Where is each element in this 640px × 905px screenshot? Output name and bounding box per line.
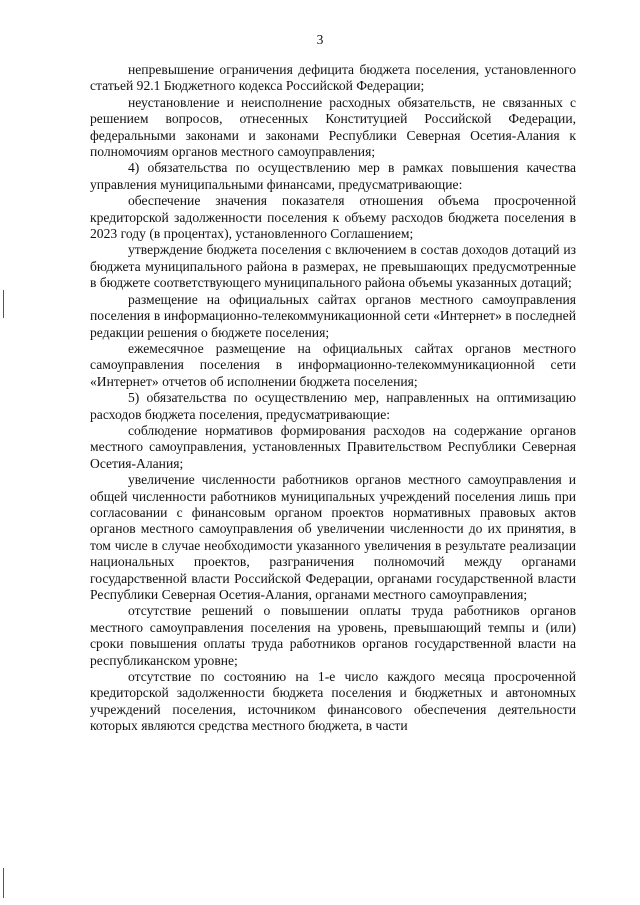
paragraph: увеличение численности работников органов местного самоуправления и общей численности работников муниципальных учреждений поселения лишь при согласовании с финансовым органом проектов нормативных правовых актов органов местного самоуправления об увеличении численности до их принятия, в том числе в случае необходимости указанного увеличения в результате реализации национальных проектов, разграничения полномочий между органами государственной власти Российской Федерации, органами государственной власти Республики Северная Осетия-Алания, органами местного самоуправления; xyxy=(90,472,576,602)
page-number: 3 xyxy=(316,32,324,47)
paragraph: неустановление и неисполнение расходных обязательств, не связанных с решением вопросов, отнесенных Конституцией Российской Федерации, федеральными законами и законами Республики Северная Осетия-Алания к полномочиям органов местного самоуправления; xyxy=(90,94,576,160)
paragraph: 5) обязательства по осуществлению мер, направленных на оптимизацию расходов бюджета поселения, предусматривающие: xyxy=(90,390,576,422)
paragraph: отсутствие решений о повышении оплаты труда работников органов местного самоуправления поселения на уровень, превышающий темпы и (или) сроки повышения оплаты труда работников органов государственной власти на республиканском уровне; xyxy=(90,603,576,668)
paragraph: утверждение бюджета поселения с включением в состав доходов дотаций из бюджета муниципального района в размерах, не превышающих предусмотренные в бюджете соответствующего муниципального района объемы указанных дотаций; xyxy=(90,242,576,291)
paragraph: 4) обязательства по осуществлению мер в рамках повышения качества управления муниципальными финансами, предусматривающие: xyxy=(90,160,576,192)
paragraph: соблюдение нормативов формирования расходов на содержание органов местного самоуправления, установленных Правительством Республики Северная Осетия-Алания; xyxy=(90,422,576,471)
paragraph: ежемесячное размещение на официальных сайтах органов местного самоуправления поселения в информационно-телекоммуникационной сети «Интернет» отчетов об исполнении бюджета поселения; xyxy=(90,340,576,389)
scan-edge-mark xyxy=(3,868,4,898)
paragraph: размещение на официальных сайтах органов местного самоуправления поселения в информационно-телекоммуникационной сети «Интернет» в последней редакции решения о бюджете поселения; xyxy=(90,291,576,340)
paragraph: отсутствие по состоянию на 1-е число каждого месяца просроченной кредиторской задолженности бюджета поселения и бюджетных и автономных учреждений поселения, источником финансового обеспечения деятельности которых являются средства местного бюджета, в части xyxy=(90,669,576,734)
paragraph: обеспечение значения показателя отношения объема просроченной кредиторской задолженности поселения к объему расходов бюджета поселения в 2023 году (в процентах), установленного Соглашением; xyxy=(90,193,576,242)
paragraph: непревышение ограничения дефицита бюджета поселения, установленного статьей 92.1 Бюджетного кодекса Российской Федерации; xyxy=(90,62,576,94)
document-body xyxy=(90,62,576,735)
scan-edge-mark xyxy=(3,290,4,318)
